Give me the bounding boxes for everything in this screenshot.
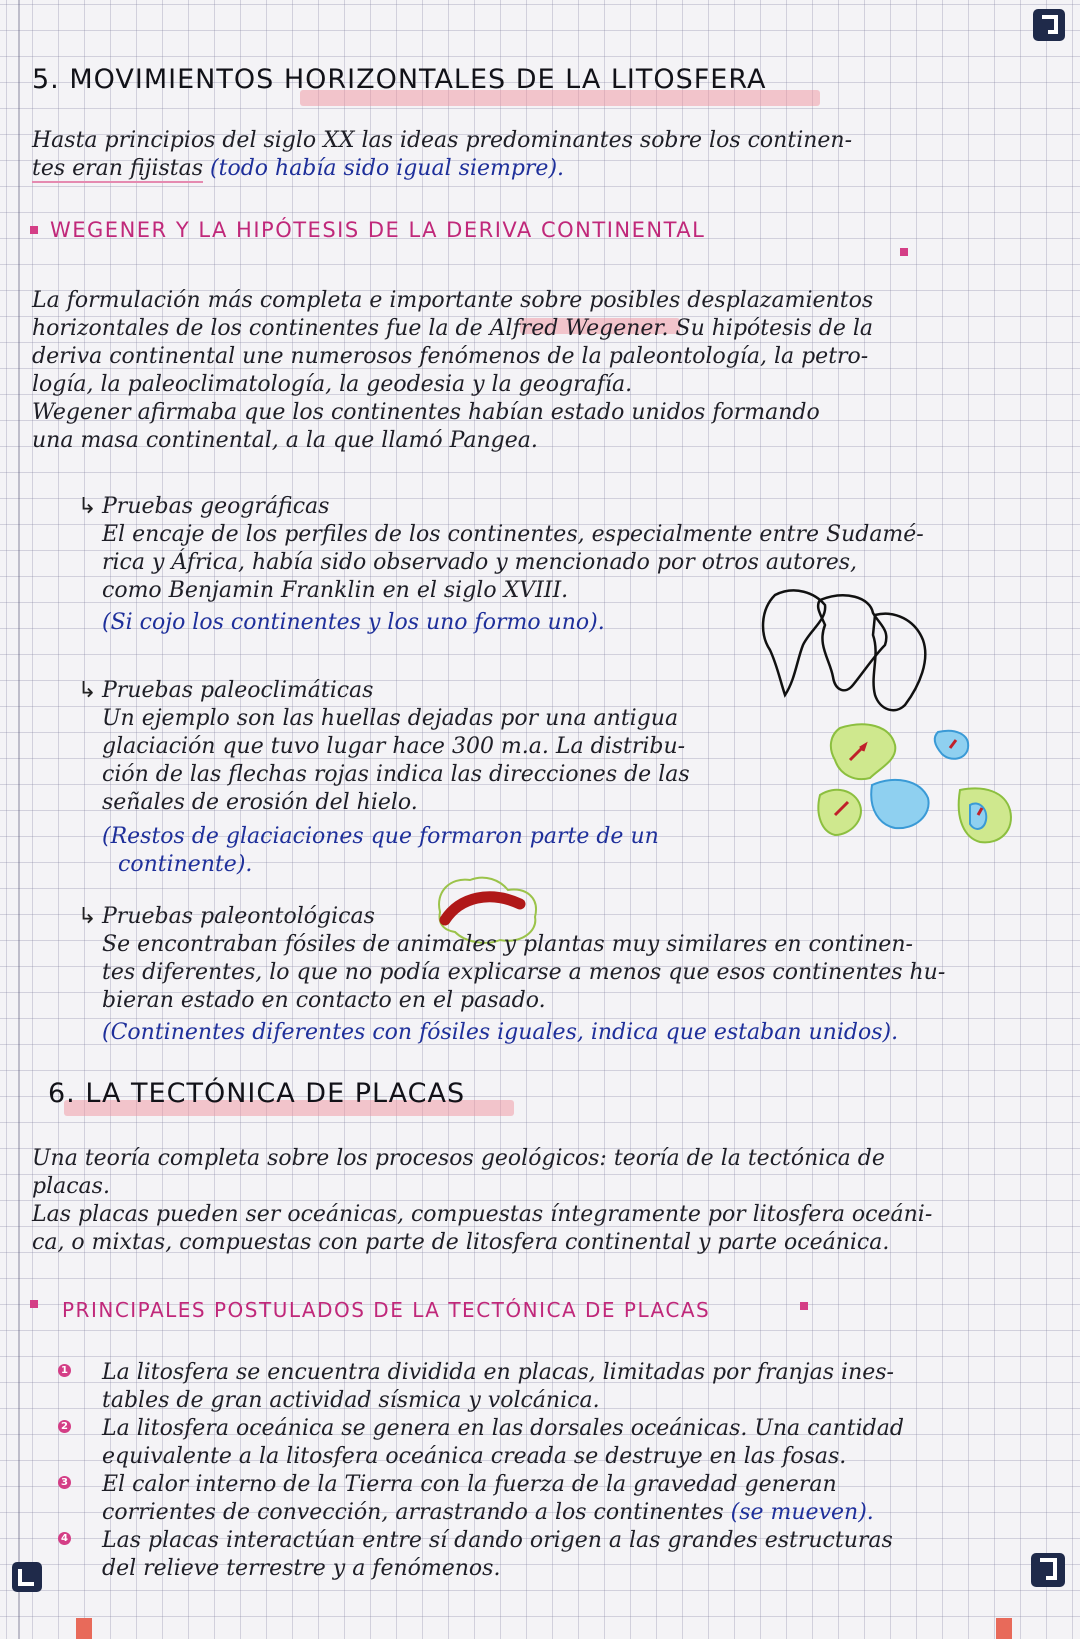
wegener-heading: WEGENER Y LA HIPÓTESIS DE LA DERIVA CONTINENTAL (50, 218, 706, 242)
postulado-4-line-2: del relieve terrestre y a fenómenos. (102, 1556, 501, 1581)
wegener-line-3: deriva continental une numerosos fenómenos de la paleontología, la petro- (32, 344, 869, 369)
section6-line-1: Una teoría completa sobre los procesos geológicos: teoría de la tectónica de (32, 1146, 885, 1171)
intro-note: (todo había sido igual siempre). (210, 156, 565, 181)
paleoclimaticas-line-2: glaciación que tuvo lugar hace 300 m.a. La distribu- (102, 734, 686, 759)
section6-line-4: ca, o mixtas, compuestas con parte de litosfera continental y parte oceánica. (32, 1230, 890, 1255)
paleoclimaticas-line-1: Un ejemplo son las huellas dejadas por una antigua (102, 706, 679, 731)
intro-line-2 (32, 158, 564, 180)
page-tab-marker (76, 1618, 92, 1639)
postulado-3-line-2: corrientes de convección, arrastrando a los continentes (102, 1500, 724, 1525)
pink-square-bullet (800, 1302, 808, 1310)
geograficas-line-2: rica y África, había sido observado y mencionado por otros autores, (102, 550, 858, 575)
section6-line-3: Las placas pueden ser oceánicas, compuestas íntegramente por litosfera oceáni- (32, 1202, 933, 1227)
postulado-1-line-1: La litosfera se encuentra dividida en placas, limitadas por franjas ines- (102, 1360, 894, 1385)
intro-line-1: Hasta principios del siglo XX las ideas predominantes sobre los continen- (32, 128, 853, 153)
geograficas-line-3: como Benjamin Franklin en el siglo XVIII. (102, 578, 569, 603)
corner-bracket-icon (10, 1560, 46, 1596)
paleontologicas-line-1: Se encontraban fósiles de animales y plantas muy similares en continen- (102, 932, 913, 957)
wegener-line-4: logía, la paleoclimatología, la geodesia y la geografía. (32, 372, 633, 397)
intro-line-2-text: tes eran fijistas (32, 156, 204, 181)
postulado-4-line-1: Las placas interactúan entre sí dando origen a las grandes estructuras (102, 1528, 893, 1553)
arrow-bullet-icon: ↳ (78, 494, 97, 519)
pink-square-bullet (900, 248, 908, 256)
section6-line-2: placas. (32, 1174, 110, 1199)
number-bullet-3: 3 (58, 1476, 71, 1489)
geograficas-note: (Si cojo los continentes y los uno formo uno). (102, 610, 605, 635)
number-bullet-1: 1 (58, 1364, 71, 1377)
number-bullet-2: 2 (58, 1420, 71, 1433)
pink-square-bullet (30, 226, 38, 234)
paleontologicas-line-2: tes diferentes, lo que no podía explicarse a menos que esos continentes hu- (102, 960, 946, 985)
postulado-1-line-2: tables de gran actividad sísmica y volcánica. (102, 1388, 600, 1413)
wegener-line-5: Wegener afirmaba que los continentes habían estado unidos formando (32, 400, 820, 425)
geograficas-line-1: El encaje de los perfiles de los continentes, especialmente entre Sudamé- (102, 522, 924, 547)
section-5-title: 5. MOVIMIENTOS HORIZONTALES DE LA LITOSFERA (32, 64, 767, 95)
postulado-3-note: (se mueven). (730, 1500, 874, 1525)
paleoclimaticas-line-3: ción de las flechas rojas indica las direcciones de las (102, 762, 690, 787)
postulado-3-line-2-wrap (102, 1502, 874, 1524)
paleoclimaticas-note-1: (Restos de glaciaciones que formaron parte de un (102, 824, 659, 849)
paleontologicas-line-3: bieran estado en contacto en el pasado. (102, 988, 546, 1013)
corner-bracket-icon (1030, 6, 1068, 44)
postulado-2-line-2: equivalente a la litosfera oceánica creada se destruye en las fosas. (102, 1444, 847, 1469)
number-bullet-4: 4 (58, 1532, 71, 1545)
paleontologicas-title: Pruebas paleontológicas (102, 904, 375, 929)
section-6-title: 6. LA TECTÓNICA DE PLACAS (48, 1078, 466, 1109)
corner-bracket-icon (1028, 1550, 1068, 1590)
wegener-line-1: La formulación más completa e importante sobre posibles desplazamientos (32, 288, 874, 313)
notebook-margin (18, 0, 20, 1639)
pink-square-bullet (30, 1300, 38, 1308)
postulado-2-line-1: La litosfera oceánica se genera en las dorsales oceánicas. Una cantidad (102, 1416, 904, 1441)
africa-sudamerica-outline (755, 585, 935, 720)
paleontologicas-note: (Continentes diferentes con fósiles iguales, indica que estaban unidos). (102, 1020, 899, 1045)
page-tab-marker (996, 1618, 1012, 1639)
paleoclimaticas-note-2: continente). (118, 852, 253, 877)
paleoclimaticas-title: Pruebas paleoclimáticas (102, 678, 374, 703)
paleoclimaticas-line-4: señales de erosión del hielo. (102, 790, 418, 815)
geograficas-title: Pruebas geográficas (102, 494, 330, 519)
wegener-line-2: horizontales de los continentes fue la de Alfred Wegener. Su hipótesis de la (32, 316, 873, 341)
postulado-3-line-1: El calor interno de la Tierra con la fuerza de la gravedad generan (102, 1472, 837, 1497)
postulados-heading: PRINCIPALES POSTULADOS DE LA TECTÓNICA DE PLACAS (62, 1298, 711, 1322)
arrow-bullet-icon: ↳ (78, 904, 97, 929)
arrow-bullet-icon: ↳ (78, 678, 97, 703)
wegener-line-6: una masa continental, a la que llamó Pangea. (32, 428, 538, 453)
gondwana-glaciation-map (810, 720, 1035, 855)
